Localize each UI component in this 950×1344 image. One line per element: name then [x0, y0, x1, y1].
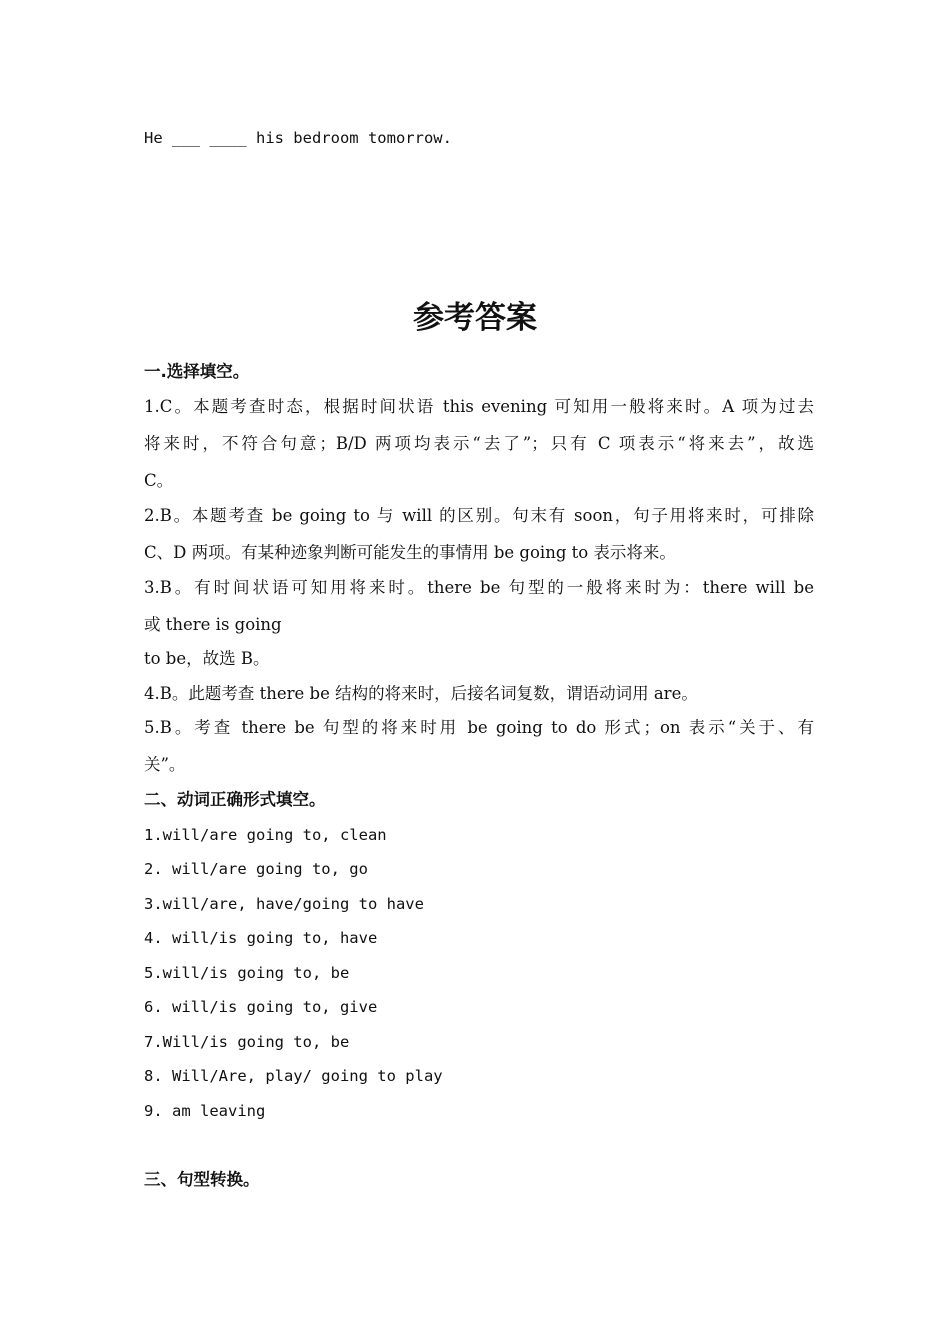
section1-line: C。	[144, 471, 174, 490]
answer-line: 8. Will/Are, play/ going to play	[144, 1067, 443, 1085]
answer-line: 5.will/is going to, be	[144, 964, 350, 982]
section1-line: 3.B。有时间状语可知用将来时。there be 句型的一般将来时为：there will be	[144, 578, 814, 597]
section1-line: 2.B。本题考查 be going to 与 will 的区别。句末有 soon，句子用将来时，可排除	[144, 506, 814, 525]
answer-line: 2. will/are going to, go	[144, 860, 368, 878]
section1-line: 或 there is going	[144, 615, 282, 634]
answer-line: 3.will/are, have/going to have	[144, 895, 424, 913]
exercise-sentence: He ___ ____ his bedroom tomorrow.	[144, 129, 452, 147]
section1-line: to be，故选 B。	[144, 649, 270, 668]
section1-line: 4.B。此题考查 there be 结构的将来时，后接名词复数，谓语动词用 are。	[144, 684, 698, 703]
section1-line: 将来时，不符合句意；B/D 两项均表示“去了”；只有 C 项表示“将来去”，故选	[144, 434, 814, 453]
answer-line: 9. am leaving	[144, 1102, 266, 1120]
answer-line: 1.will/are going to, clean	[144, 826, 387, 844]
section1-line: 关”。	[144, 755, 186, 774]
section2-heading: 二、动词正确形式填空。	[144, 790, 326, 809]
answer-line: 6. will/is going to, give	[144, 998, 378, 1016]
answer-line: 4. will/is going to, have	[144, 929, 378, 947]
section1-line: C、D 两项。有某种迹象判断可能发生的事情用 be going to 表示将来。	[144, 543, 676, 562]
section1-line: 1.C。本题考查时态，根据时间状语 this evening 可知用一般将来时。A 项为过去	[144, 397, 814, 416]
answer-line: 7.Will/is going to, be	[144, 1033, 350, 1051]
section3-heading: 三、句型转换。	[144, 1170, 260, 1189]
section1-heading: 一.选择填空。	[144, 362, 250, 381]
section1-line: 5.B。考查 there be 句型的将来时用 be going to do 形式；on 表示“关于、有	[144, 718, 814, 737]
page-title: 参考答案	[413, 300, 537, 336]
